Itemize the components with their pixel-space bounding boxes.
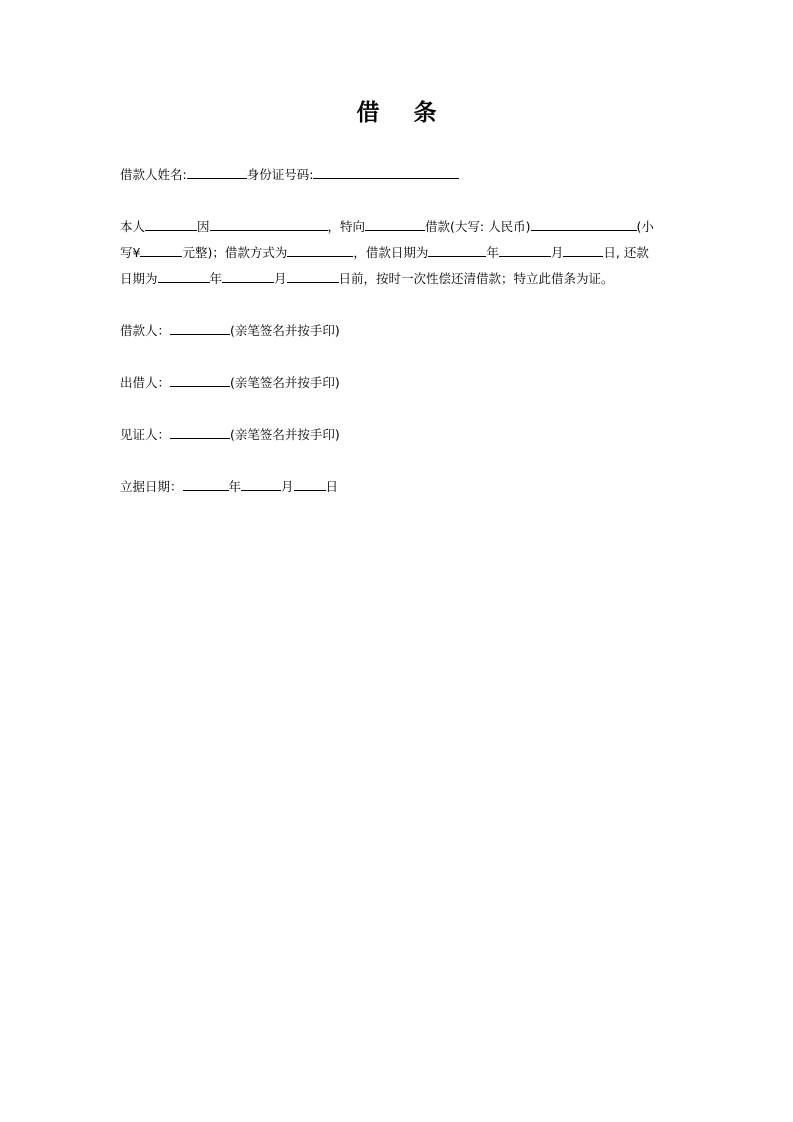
witness-sign-label: 见证人： [120, 427, 171, 442]
body-line-3 [120, 270, 614, 287]
lender-signature-line [120, 374, 340, 391]
sign-note: (亲笔签名并按手印) [230, 375, 340, 390]
body-text: 日期为 [120, 271, 158, 286]
loan-year-blank[interactable] [428, 244, 486, 257]
body-text: 元整)；借款方式为 [182, 245, 288, 260]
borrower-id-line [120, 166, 459, 183]
body-line-1 [120, 218, 654, 235]
lender-sign-label: 出借人： [120, 375, 171, 390]
body-text: 写¥ [120, 245, 141, 260]
body-text: (小 [636, 219, 654, 234]
date-label: 立据日期： [120, 479, 183, 494]
borrower-blank[interactable] [145, 218, 197, 231]
date-month-blank[interactable] [241, 478, 281, 491]
date-year-blank[interactable] [183, 478, 229, 491]
date-day-label: 日 [325, 479, 339, 494]
amount-number-blank[interactable] [140, 244, 182, 257]
body-text: 因 [197, 219, 210, 234]
reason-blank[interactable] [210, 218, 328, 231]
date-day-blank[interactable] [294, 478, 326, 491]
issue-date-line [120, 478, 338, 495]
id-number-label: 身份证号码: [246, 167, 314, 182]
loan-day-blank[interactable] [563, 244, 603, 257]
document-title [0, 94, 793, 127]
repay-year-blank[interactable] [158, 270, 210, 283]
repay-day-blank[interactable] [287, 270, 339, 283]
body-line-2 [120, 244, 649, 261]
borrower-sign-label: 借款人： [120, 323, 171, 338]
sign-note: (亲笔签名并按手印) [230, 323, 340, 338]
lender-sign-blank[interactable] [170, 374, 230, 387]
title-char-2: 条 [413, 99, 437, 126]
sign-note: (亲笔签名并按手印) [230, 427, 340, 442]
body-text: 月 [550, 245, 564, 260]
title-char-1: 借 [356, 99, 380, 126]
id-number-blank[interactable] [313, 166, 459, 179]
body-text: 借款(大写: 人民币) [425, 219, 531, 234]
borrower-name-blank[interactable] [187, 166, 247, 179]
witness-sign-blank[interactable] [170, 426, 230, 439]
body-text: 年 [209, 271, 223, 286]
lender-blank[interactable] [365, 218, 425, 231]
body-text: ，借款日期为 [353, 245, 429, 260]
body-text: 年 [486, 245, 499, 260]
method-blank[interactable] [287, 244, 353, 257]
body-text: 日, 还款 [603, 245, 649, 260]
borrower-name-label: 借款人姓名: [120, 167, 187, 182]
date-year-label: 年 [228, 479, 242, 494]
body-text: 本人 [120, 219, 146, 234]
loan-month-blank[interactable] [499, 244, 551, 257]
date-month-label: 月 [281, 479, 294, 494]
borrower-signature-line [120, 322, 340, 339]
witness-signature-line [120, 426, 340, 443]
body-text: ，特向 [327, 219, 366, 234]
borrower-sign-blank[interactable] [170, 322, 230, 335]
body-text: 日前，按时一次性偿还清借款；特立此借条为证。 [338, 271, 614, 286]
repay-month-blank[interactable] [222, 270, 274, 283]
body-text: 月 [274, 271, 287, 286]
amount-words-blank[interactable] [531, 218, 637, 231]
